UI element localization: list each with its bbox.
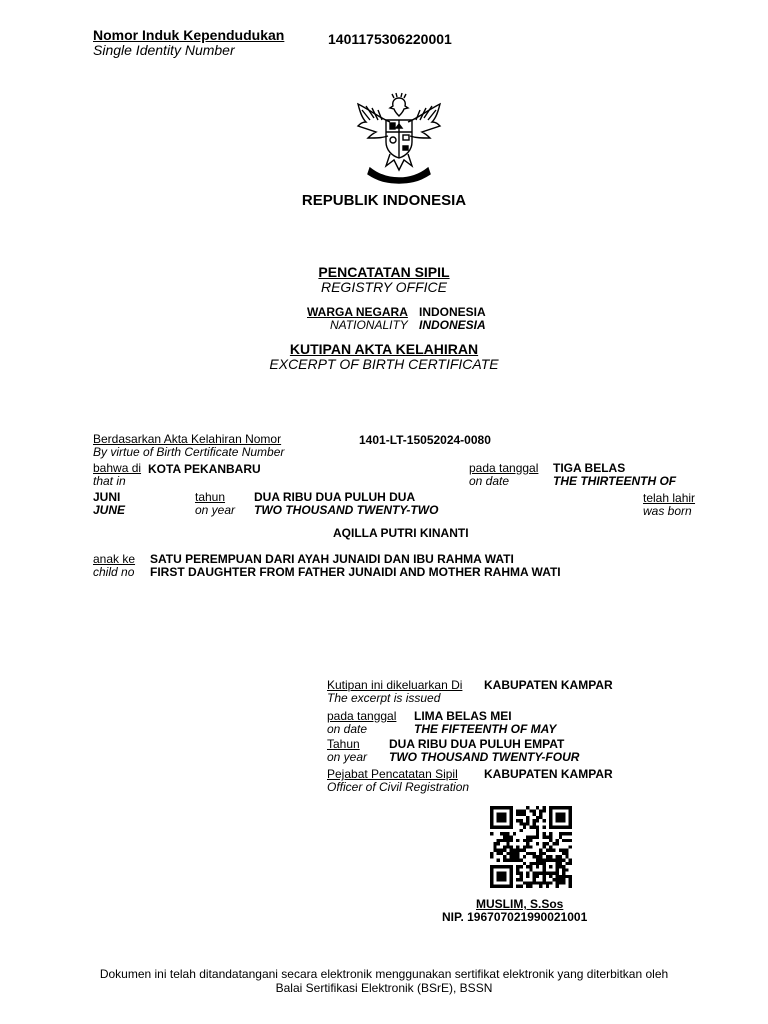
issue-date-label: pada tanggal [327, 709, 397, 723]
cert-label: Berdasarkan Akta Kelahiran Nomor [93, 432, 282, 446]
year-value: DUA RIBU DUA PULUH DUA [254, 490, 416, 504]
doc-title-en: EXCERPT OF BIRTH CERTIFICATE [269, 356, 499, 372]
date-label-en: on date [469, 474, 510, 488]
month-value-en: JUNE [93, 503, 126, 517]
born-label-en: was born [643, 504, 692, 518]
office-title: PENCATATAN SIPIL [318, 264, 450, 280]
issue-date-value-en: THE FIFTEENTH OF MAY [414, 722, 557, 736]
issue-year-value-en: TWO THOUSAND TWENTY-FOUR [389, 750, 580, 764]
signer-name: MUSLIM, S.Sos [476, 897, 564, 911]
cert-number: 1401-LT-15052024-0080 [359, 433, 491, 447]
child-desc: SATU PEREMPUAN DARI AYAH JUNAIDI DAN IBU RAHMA WATI [150, 552, 514, 566]
signer-nip: NIP. 196707021990021001 [442, 910, 588, 924]
office-title-en: REGISTRY OFFICE [320, 279, 447, 295]
officer-label: Pejabat Pencatatan Sipil [327, 767, 458, 781]
cert-label-en: By virtue of Birth Certificate Number [93, 445, 285, 459]
month-value: JUNI [93, 490, 121, 504]
date-label: pada tanggal [469, 461, 539, 475]
child-label: anak ke [93, 552, 136, 566]
issued-value: KABUPATEN KAMPAR [484, 678, 613, 692]
date-value-en: THE THIRTEENTH OF [553, 474, 677, 488]
issue-year-label: Tahun [327, 737, 360, 751]
place-label: bahwa di [93, 461, 142, 475]
issued-label-en: The excerpt is issued [327, 691, 441, 705]
issue-date-value: LIMA BELAS MEI [414, 709, 512, 723]
nationality-label-en: NATIONALITY [330, 318, 408, 332]
child-desc-en: FIRST DAUGHTER FROM FATHER JUNAIDI AND MOTHER RAHMA WATI [150, 565, 561, 579]
place-value: KOTA PEKANBARU [148, 462, 261, 476]
issue-year-value: DUA RIBU DUA PULUH EMPAT [389, 737, 565, 751]
footer-line-1: Dokumen ini telah ditandatangani secara elektronik menggunakan sertifikat elektronik yang diterbitkan oleh [99, 967, 669, 981]
nationality-value: INDONESIA [419, 305, 486, 319]
issue-date-label-en: on date [327, 722, 368, 736]
nik-label-en: Single Identity Number [93, 42, 235, 58]
officer-label-en: Officer of Civil Registration [327, 780, 470, 794]
footer-line-2: Balai Sertifikasi Elektronik (BSrE), BSSN [275, 981, 493, 995]
garuda-emblem-icon [350, 92, 448, 184]
officer-value: KABUPATEN KAMPAR [484, 767, 613, 781]
born-label: telah lahir [643, 491, 696, 505]
qr-code-icon [490, 806, 572, 888]
year-label-en: on year [195, 503, 236, 517]
date-value: TIGA BELAS [553, 461, 626, 475]
child-label-en: child no [93, 565, 135, 579]
nik-label: Nomor Induk Kependudukan [93, 27, 285, 43]
year-label: tahun [195, 490, 226, 504]
doc-title: KUTIPAN AKTA KELAHIRAN [289, 341, 479, 357]
country-title: REPUBLIK INDONESIA [301, 192, 467, 209]
nik-value: 1401175306220001 [328, 31, 452, 47]
year-value-en: TWO THOUSAND TWENTY-TWO [254, 503, 439, 517]
nationality-label: WARGA NEGARA [307, 305, 408, 319]
issued-label: Kutipan ini dikeluarkan Di [327, 678, 463, 692]
child-name: AQILLA PUTRI KINANTI [333, 526, 469, 540]
issue-year-label-en: on year [327, 750, 368, 764]
place-label-en: that in [93, 474, 126, 488]
nationality-value-en: INDONESIA [419, 318, 486, 332]
